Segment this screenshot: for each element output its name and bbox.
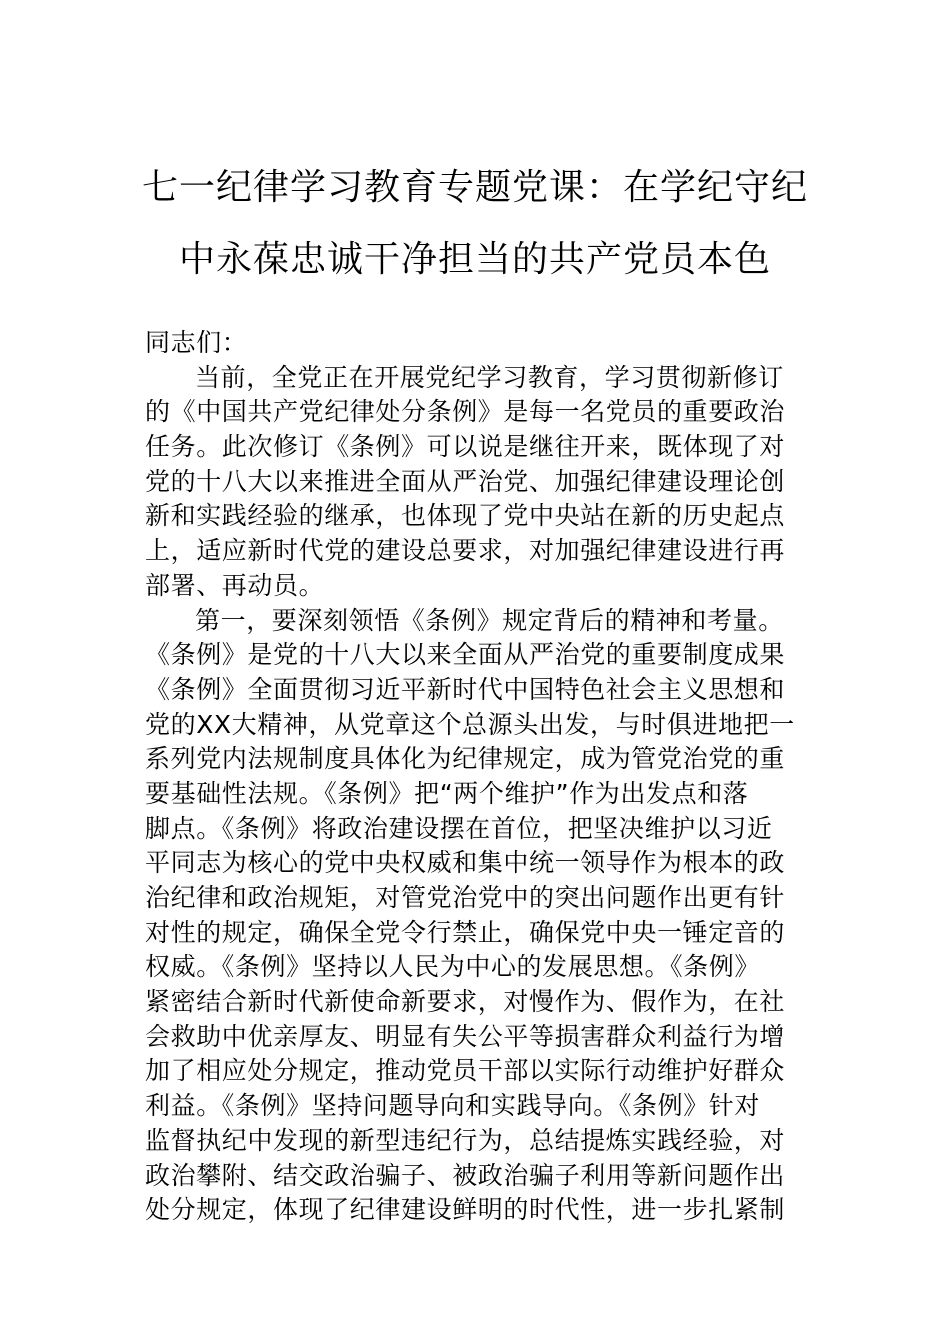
document-body bbox=[145, 326, 810, 1228]
text-line: 的《中国共产党纪律处分条例》是每一名党员的重要政治 bbox=[145, 397, 786, 427]
text-line: 权威。《条例》坚持以人民为中心的发展思想。《条例》 bbox=[145, 952, 761, 982]
text-line: 对性的规定，确保全党令行禁止，确保党中央一锤定音的 bbox=[145, 917, 786, 947]
text-line: 监督执纪中发现的新型违纪行为，总结提炼实践经验，对 bbox=[145, 1125, 786, 1155]
text-line: 紧密结合新时代新使命新要求，对慢作为、假作为，在社 bbox=[145, 987, 786, 1017]
text-line: 任务。此次修订《条例》可以说是继往开来，既体现了对 bbox=[145, 432, 786, 462]
text-line: 政治攀附、结交政治骗子、被政治骗子利用等新问题作出 bbox=[145, 1160, 786, 1190]
text-line: 治纪律和政治规矩，对管党治党中的突出问题作出更有针 bbox=[145, 883, 786, 912]
text-line: 脚点。《条例》将政治建设摆在首位，把坚决维护以习近 bbox=[145, 813, 773, 843]
text-line: 系列党内法规制度具体化为纪律规定，成为管党治党的重 bbox=[145, 744, 786, 774]
text-line: 党的十八大以来推进全面从严治党、加强纪律建设理论创 bbox=[145, 466, 786, 496]
body-lines bbox=[145, 361, 810, 1228]
text-line: 处分规定，体现了纪律建设鲜明的时代性，进一步扎紧制 bbox=[145, 1195, 786, 1225]
text-line: 党的XX大精神，从党章这个总源头出发，与时俱进地把一 bbox=[145, 709, 795, 739]
document-title-line-1: 七一纪律学习教育专题党课：在学纪守纪 bbox=[141, 167, 808, 208]
text-line: 部署、再动员。 bbox=[145, 570, 325, 600]
text-line: 平同志为核心的党中央权威和集中统一领导作为根本的政 bbox=[145, 848, 786, 878]
text-line: 会救助中优亲厚友、明显有失公平等损害群众利益行为增 bbox=[145, 1021, 786, 1051]
document-title-line-2: 中永葆忠诚干净担当的共产党员本色 bbox=[178, 239, 771, 280]
text-line: 《条例》是党的十八大以来全面从严治党的重要制度成果 bbox=[145, 640, 786, 670]
text-line: 上，适应新时代党的建设总要求，对加强纪律建设进行再 bbox=[145, 536, 786, 566]
salutation: 同志们： bbox=[145, 328, 248, 357]
text-line: 加了相应处分规定，推动党员干部以实际行动维护好群众 bbox=[145, 1056, 786, 1086]
text-line: 新和实践经验的继承，也体现了党中央站在新的历史起点 bbox=[145, 501, 786, 531]
text-line: 《条例》全面贯彻习近平新时代中国特色社会主义思想和 bbox=[145, 674, 786, 704]
text-line: 当前，全党正在开展党纪学习教育，学习贯彻新修订 bbox=[195, 362, 784, 392]
text-line: 利益。《条例》坚持问题导向和实践导向。《条例》针对 bbox=[145, 1091, 761, 1121]
text-line: 要基础性法规。《条例》把“两个维护”作为出发点和落 bbox=[145, 778, 749, 808]
text-line: 第一，要深刻领悟《条例》规定背后的精神和考量。 bbox=[195, 605, 784, 635]
